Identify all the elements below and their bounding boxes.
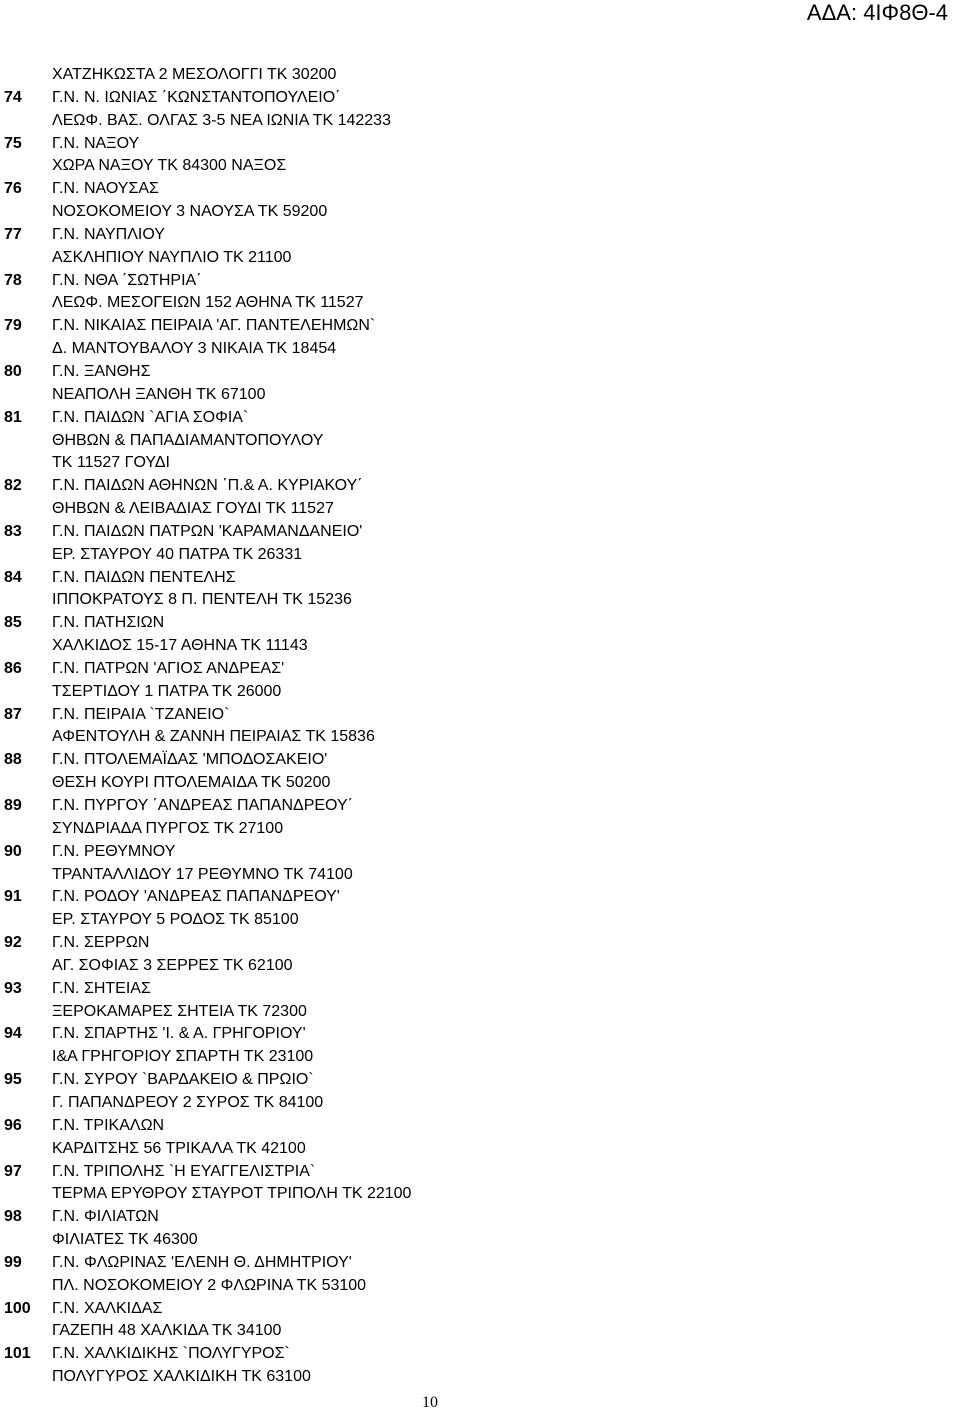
list-item xyxy=(0,1298,960,1321)
list-item xyxy=(0,87,960,110)
hospital-name: Γ.Ν. ΠΑΤΡΩΝ 'ΑΓΙΟΣ ΑΝΔΡΕΑΣ' xyxy=(52,659,285,677)
hospital-name: Γ.Ν. ΧΑΛΚΙΔΙΚΗΣ `ΠΟΛΥΓΥΡΟΣ` xyxy=(52,1345,290,1363)
hospital-name: Γ.Ν. ΝΙΚΑΙΑΣ ΠΕΙΡΑΙΑ 'ΑΓ. ΠΑΝΤΕΛΕΗΜΩΝ` xyxy=(52,317,376,335)
entry-number: 93 xyxy=(4,979,22,997)
list-line xyxy=(0,1183,960,1206)
hospital-name: Γ.Ν. ΡΕΘΥΜΝΟΥ xyxy=(52,842,176,860)
list-item xyxy=(0,407,960,430)
list-line xyxy=(0,726,960,749)
address-line: ΑΦΕΝΤΟΥΛΗ & ΖΑΝΝΗ ΠΕΙΡΑΙΑΣ ΤΚ 15836 xyxy=(52,728,375,746)
entry-number: 75 xyxy=(4,134,22,152)
entry-number: 100 xyxy=(4,1299,31,1317)
address-line: ΧΑΤΖΗΚΩΣΤΑ 2 ΜΕΣΟΛΟΓΓΙ ΤΚ 30200 xyxy=(52,66,337,83)
page-number: 10 xyxy=(422,1394,438,1411)
list-line xyxy=(0,1092,960,1115)
list-item xyxy=(0,612,960,635)
list-item xyxy=(0,658,960,681)
address-line: ΝΕΑΠΟΛΗ ΞΑΝΘΗ ΤΚ 67100 xyxy=(52,385,266,403)
address-line: ΛΕΩΦ. ΜΕΣΟΓΕΙΩΝ 152 ΑΘΗΝΑ ΤΚ 11527 xyxy=(52,294,364,312)
hospital-name: Γ.Ν. ΤΡΙΠΟΛΗΣ `Η ΕΥΑΓΓΕΛΙΣΤΡΙΑ` xyxy=(52,1162,316,1180)
hospital-name: Γ.Ν. ΣΗΤΕΙΑΣ xyxy=(52,979,151,997)
address-line: ΝΟΣΟΚΟΜΕΙΟΥ 3 ΝΑΟΥΣΑ ΤΚ 59200 xyxy=(52,203,328,221)
list-line xyxy=(0,635,960,658)
list-line xyxy=(0,452,960,475)
address-line: ΤΡΑΝΤΑΛΛΙΔΟΥ 17 ΡΕΘΥΜΝΟ ΤΚ 74100 xyxy=(52,865,353,883)
entry-number: 96 xyxy=(4,1116,22,1134)
address-line: ΤΕΡΜΑ ΕΡΥΘΡΟΥ ΣΤΑΥΡΟΤ ΤΡΙΠΟΛΗ ΤΚ 22100 xyxy=(52,1185,412,1203)
entry-number: 99 xyxy=(4,1253,22,1271)
list-item xyxy=(0,704,960,727)
list-item xyxy=(0,315,960,338)
list-line xyxy=(0,772,960,795)
list-line xyxy=(0,201,960,224)
list-item xyxy=(0,1069,960,1092)
entry-number: 92 xyxy=(4,934,22,952)
list-line xyxy=(0,64,960,87)
entry-number: 84 xyxy=(4,568,22,586)
list-item xyxy=(0,1343,960,1366)
list-item xyxy=(0,521,960,544)
list-line xyxy=(0,1229,960,1252)
hospital-name: Γ.Ν. ΦΙΛΙΑΤΩΝ xyxy=(52,1208,159,1226)
list-item xyxy=(0,361,960,384)
ada-code: ΑΔΑ: 4ΙΦ8Θ-4 xyxy=(806,0,948,25)
address-line: ΦΙΛΙΑΤΕΣ ΤΚ 46300 xyxy=(52,1231,198,1249)
hospital-name: Γ.Ν. ΝΑΟΥΣΑΣ xyxy=(52,180,159,198)
address-line: ΧΩΡΑ ΝΑΞΟΥ ΤΚ 84300 ΝΑΞΟΣ xyxy=(52,157,287,175)
list-line xyxy=(0,818,960,841)
hospital-name: Γ.Ν. ΧΑΛΚΙΔΑΣ xyxy=(52,1299,163,1317)
entry-number: 76 xyxy=(4,180,22,198)
hospital-name: Γ.Ν. ΝΘΑ ΄ΣΩΤΗΡΙΑ΄ xyxy=(52,271,202,289)
list-line xyxy=(0,498,960,521)
hospital-name: Γ.Ν. ΞΑΝΘΗΣ xyxy=(52,362,151,380)
hospital-name: Γ.Ν. Ν. ΙΩΝΙΑΣ ΄ΚΩΝΣΤΑΝΤΟΠΟΥΛΕΙΟ΄ xyxy=(52,88,341,106)
list-line xyxy=(0,247,960,270)
address-line: ΘΕΣΗ ΚΟΥΡΙ ΠΤΟΛΕΜΑΙΔΑ ΤΚ 50200 xyxy=(52,774,331,792)
list-line xyxy=(0,909,960,932)
list-line xyxy=(0,1366,960,1389)
list-item xyxy=(0,133,960,156)
address-line: ΘΗΒΩΝ & ΠΑΠΑΔΙΑΜΑΝΤΟΠΟΥΛΟΥ xyxy=(52,431,324,449)
address-line: ΕΡ. ΣΤΑΥΡΟΥ 40 ΠΑΤΡΑ ΤΚ 26331 xyxy=(52,545,303,563)
entry-number: 101 xyxy=(4,1345,31,1363)
entry-number: 85 xyxy=(4,614,22,632)
list-line xyxy=(0,1320,960,1343)
list-line xyxy=(0,1138,960,1161)
entry-number: 89 xyxy=(4,797,22,814)
list-line xyxy=(0,589,960,612)
address-line: ΠΛ. ΝΟΣΟΚΟΜΕΙΟΥ 2 ΦΛΩΡΙΝΑ ΤΚ 53100 xyxy=(52,1276,367,1294)
address-line: ΣΥΝΔΡΙΑΔΑ ΠΥΡΓΟΣ ΤΚ 27100 xyxy=(52,819,284,837)
hospital-name: Γ.Ν. ΠΕΙΡΑΙΑ `ΤΖΑΝΕΙΟ` xyxy=(52,705,230,723)
hospital-name: Γ.Ν. ΠΑΙΔΩΝ ΑΘΗΝΩΝ ΄Π.& Α. ΚΥΡΙΑΚΟΥ΄ xyxy=(52,477,363,495)
list-item xyxy=(0,178,960,201)
address-line: ΘΗΒΩΝ & ΛΕΙΒΑΔΙΑΣ ΓΟΥΔΙ ΤΚ 11527 xyxy=(52,500,334,518)
address-line: ΓΑΖΕΠΗ 48 ΧΑΛΚΙΔΑ ΤΚ 34100 xyxy=(52,1322,282,1340)
hospital-name: Γ.Ν. ΠΥΡΓΟΥ ΄ΑΝΔΡΕΑΣ ΠΑΠΑΝΔΡΕΟΥ΄ xyxy=(52,797,353,814)
entry-number: 78 xyxy=(4,271,22,289)
list-line xyxy=(0,430,960,453)
hospital-name: Γ.Ν. ΝΑΥΠΛΙΟΥ xyxy=(52,225,165,243)
address-line: ΚΑΡΔΙΤΣΗΣ 56 ΤΡΙΚΑΛΑ ΤΚ 42100 xyxy=(52,1139,306,1157)
list-item xyxy=(0,886,960,909)
list-line xyxy=(0,1275,960,1298)
address-line: ΤΣΕΡΤΙΔΟΥ 1 ΠΑΤΡΑ ΤΚ 26000 xyxy=(52,682,282,700)
entry-number: 97 xyxy=(4,1162,22,1180)
list-item xyxy=(0,1206,960,1229)
hospital-name: Γ.Ν. ΠΑΙΔΩΝ `ΑΓΙΑ ΣΟΦΙΑ` xyxy=(52,408,249,426)
list-line xyxy=(0,864,960,887)
list-item xyxy=(0,1115,960,1138)
hospital-list xyxy=(0,64,960,1389)
hospital-name: Γ.Ν. ΣΥΡΟΥ `ΒΑΡΔΑΚΕΙΟ & ΠΡΩΙΟ` xyxy=(52,1071,314,1089)
address-line: ΞΕΡΟΚΑΜΑΡΕΣ ΣΗΤΕΙΑ ΤΚ 72300 xyxy=(52,1002,307,1020)
address-line: Γ. ΠΑΠΑΝΔΡΕΟΥ 2 ΣΥΡΟΣ ΤΚ 84100 xyxy=(52,1093,324,1111)
entry-number: 95 xyxy=(4,1071,22,1089)
hospital-name: Γ.Ν. ΠΤΟΛΕΜΑΪΔΑΣ 'ΜΠΟΔΟΣΑΚΕΙΟ' xyxy=(52,751,328,769)
entry-number: 94 xyxy=(4,1025,22,1043)
list-line xyxy=(0,384,960,407)
list-line xyxy=(0,110,960,133)
list-line xyxy=(0,292,960,315)
entry-number: 88 xyxy=(4,751,22,769)
address-line: Δ. ΜΑΝΤΟΥΒΑΛΟΥ 3 ΝΙΚΑΙΑ ΤΚ 18454 xyxy=(52,340,337,358)
list-item xyxy=(0,1161,960,1184)
list-item xyxy=(0,224,960,247)
address-line: ΧΑΛΚΙΔΟΣ 15-17 ΑΘΗΝΑ ΤΚ 11143 xyxy=(52,637,308,655)
list-item xyxy=(0,932,960,955)
entry-number: 91 xyxy=(4,888,22,906)
list-item xyxy=(0,475,960,498)
list-item xyxy=(0,270,960,293)
hospital-name: Γ.Ν. ΠΑΙΔΩΝ ΠΕΝΤΕΛΗΣ xyxy=(52,568,236,586)
list-item xyxy=(0,567,960,590)
entry-number: 79 xyxy=(4,317,22,335)
address-line: Ι&Α ΓΡΗΓΟΡΙΟΥ ΣΠΑΡΤΗ ΤΚ 23100 xyxy=(52,1048,314,1066)
list-line xyxy=(0,155,960,178)
entry-number: 90 xyxy=(4,842,22,860)
entry-number: 83 xyxy=(4,522,22,540)
entry-number: 80 xyxy=(4,362,22,380)
address-line: ΛΕΩΦ. ΒΑΣ. ΟΛΓΑΣ 3-5 ΝΕΑ ΙΩΝΙΑ ΤΚ 142233 xyxy=(52,111,391,129)
entry-number: 86 xyxy=(4,659,22,677)
list-line xyxy=(0,544,960,567)
entry-number: 87 xyxy=(4,705,22,723)
list-line xyxy=(0,338,960,361)
hospital-name: Γ.Ν. ΦΛΩΡΙΝΑΣ 'ΕΛΕΝΗ Θ. ΔΗΜΗΤΡΙΟΥ' xyxy=(52,1253,352,1271)
list-line xyxy=(0,1001,960,1024)
list-item xyxy=(0,749,960,772)
entry-number: 74 xyxy=(4,88,22,106)
hospital-name: Γ.Ν. ΤΡΙΚΑΛΩΝ xyxy=(52,1116,165,1134)
list-line xyxy=(0,681,960,704)
list-item xyxy=(0,795,960,818)
list-item xyxy=(0,1023,960,1046)
address-line: ΑΣΚΛΗΠΙΟΥ ΝΑΥΠΛΙΟ ΤΚ 21100 xyxy=(52,248,292,266)
hospital-name: Γ.Ν. ΣΠΑΡΤΗΣ 'Ι. & Α. ΓΡΗΓΟΡΙΟΥ' xyxy=(52,1025,306,1043)
list-item xyxy=(0,978,960,1001)
list-item xyxy=(0,841,960,864)
address-line: ΙΠΠΟΚΡΑΤΟΥΣ 8 Π. ΠΕΝΤΕΛΗ ΤΚ 15236 xyxy=(52,591,352,609)
list-item xyxy=(0,1252,960,1275)
entry-number: 77 xyxy=(4,225,22,243)
list-line xyxy=(0,955,960,978)
hospital-name: Γ.Ν. ΝΑΞΟΥ xyxy=(52,134,140,152)
hospital-name: Γ.Ν. ΣΕΡΡΩΝ xyxy=(52,934,150,952)
hospital-name: Γ.Ν. ΡΟΔΟΥ 'ΑΝΔΡΕΑΣ ΠΑΠΑΝΔΡΕΟΥ' xyxy=(52,888,340,906)
address-line: ΤΚ 11527 ΓΟΥΔΙ xyxy=(52,454,170,472)
entry-number: 82 xyxy=(4,477,22,495)
address-line: ΑΓ. ΣΟΦΙΑΣ 3 ΣΕΡΡΕΣ ΤΚ 62100 xyxy=(52,956,293,974)
list-line xyxy=(0,1046,960,1069)
hospital-name: Γ.Ν. ΠΑΙΔΩΝ ΠΑΤΡΩΝ 'ΚΑΡΑΜΑΝΔΑΝΕΙΟ' xyxy=(52,522,363,540)
address-line: ΠΟΛΥΓΥΡΟΣ ΧΑΛΚΙΔΙΚΗ ΤΚ 63100 xyxy=(52,1368,311,1386)
entry-number: 98 xyxy=(4,1208,22,1226)
entry-number: 81 xyxy=(4,408,22,426)
hospital-name: Γ.Ν. ΠΑΤΗΣΙΩΝ xyxy=(52,614,165,632)
address-line: ΕΡ. ΣΤΑΥΡΟΥ 5 ΡΟΔΟΣ ΤΚ 85100 xyxy=(52,911,299,929)
